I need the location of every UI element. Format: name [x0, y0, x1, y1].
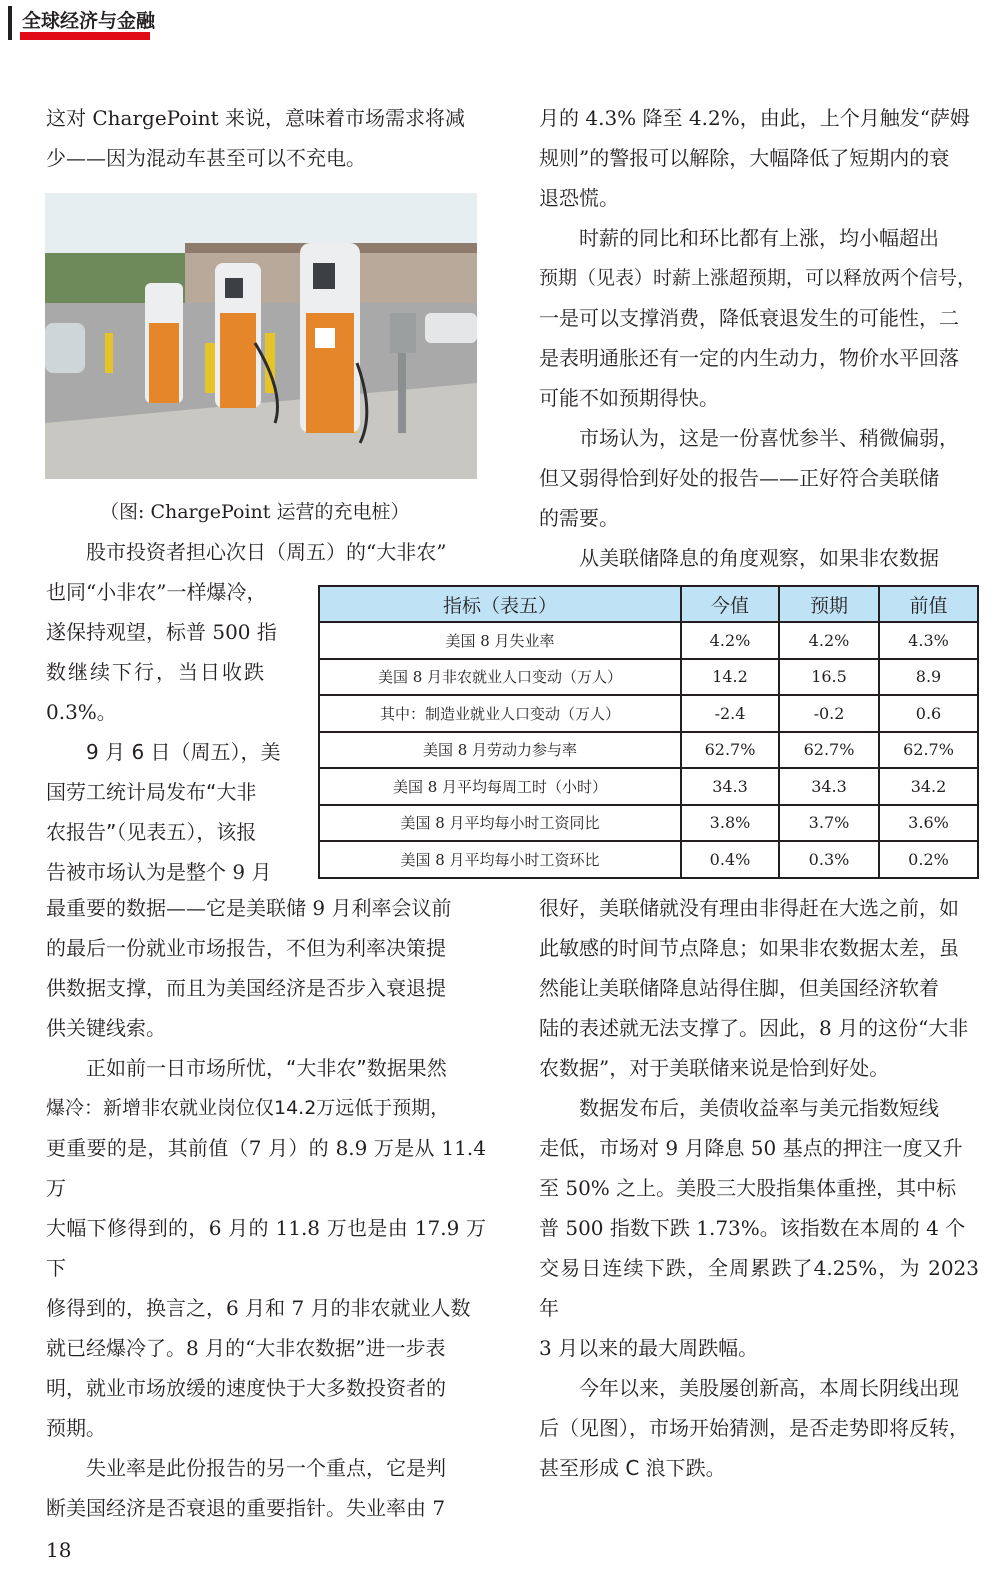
right-bottom-text: [539, 888, 979, 1488]
text-line: 这对 ChargePoint 来说，意味着市场需求将减: [46, 106, 466, 130]
cell-indicator: 美国 8 月平均每周工时（小时）: [319, 768, 681, 805]
text-line: 农数据”，对于美联储来说是恰到好处。: [539, 1056, 890, 1080]
text-line: 可能不如预期得快。: [539, 386, 719, 410]
text-line: 退恐慌。: [539, 186, 619, 210]
text-line: [46, 1048, 486, 1088]
page-number: 18: [46, 1538, 72, 1562]
text-line: 是表明通胀还有一定的内生动力，物价水平回落: [539, 346, 959, 370]
cell-current: 34.3: [681, 768, 779, 805]
cell-previous: 34.2: [879, 768, 978, 805]
text-line: 数继续下行，当日收跌: [46, 660, 266, 684]
cell-indicator: 美国 8 月失业率: [319, 622, 681, 659]
text-line: 供数据支撑，而且为美国经济是否步入衰退提: [46, 976, 446, 1000]
text-normal: 正如前一日市场所忧，: [86, 1056, 286, 1080]
text-line: 月的 4.3% 降至 4.2%，由此，上个月触发“萨姆: [539, 106, 970, 130]
text-line-bold: 的需要。: [539, 506, 619, 530]
text-line-bold: 失业率是此份报告的另一个重点，它是判: [86, 1456, 446, 1480]
header-bar: [8, 6, 12, 40]
header-indicator: 指标（表五）: [319, 586, 681, 622]
table-header-row: [319, 586, 978, 622]
text-line-bold: 爆冷：新增非农就业岗位仅14.2万远低于预期，: [46, 1097, 450, 1119]
text-normal: （见表五），该报: [116, 820, 257, 844]
cell-forecast: 16.5: [779, 659, 879, 696]
text-line: 的最后一份就业市场报告，不但为利率决策提: [46, 936, 446, 960]
left-line-after-caption: [46, 532, 486, 572]
left-top-text: [46, 98, 486, 178]
left-narrow-column: [46, 572, 296, 892]
cell-indicator: 美国 8 月平均每小时工资同比: [319, 805, 681, 842]
text-bold: 正好符合美联储: [799, 466, 939, 490]
text-line: 股市投资者担心次日（周五）的“大非农”: [86, 540, 447, 564]
cell-forecast: 0.3%: [779, 841, 879, 878]
table-row: [319, 622, 978, 659]
cell-forecast: 62.7%: [779, 732, 879, 769]
text-line: 然能让美联储降息站得住脚，但美国经济软着: [539, 976, 939, 1000]
cell-current: 4.2%: [681, 622, 779, 659]
text-line: [539, 258, 979, 298]
text-bold: 走势即将反转，: [829, 1416, 969, 1440]
text-line: 普 500 指数下跌 1.73%。该指数在本周的 4 个: [539, 1216, 966, 1240]
text-bold: 预期: [539, 267, 578, 289]
text-line: 今年以来，美股屡创新高，本周长阴线出现: [579, 1376, 959, 1400]
text-line: 最重要的数据——它是美联储 9 月利率会议前: [46, 896, 452, 920]
text-line: 走低，市场对 9 月降息 50 基点的押注一度又升: [539, 1136, 963, 1160]
text-line: 告被市场认为是整个 9 月: [46, 860, 272, 884]
cell-previous: 8.9: [879, 659, 978, 696]
cell-forecast: 3.7%: [779, 805, 879, 842]
text-line: [539, 1408, 979, 1448]
cell-current: 14.2: [681, 659, 779, 696]
cell-indicator: 美国 8 月平均每小时工资环比: [319, 841, 681, 878]
table-row: [319, 695, 978, 732]
cell-current: 3.8%: [681, 805, 779, 842]
table-row: [319, 659, 978, 696]
text-line: [46, 1488, 486, 1528]
cell-previous: 0.6: [879, 695, 978, 732]
text-line: 交易日连续下跌，全周累跌了4.25%，为 2023 年: [539, 1256, 979, 1320]
cell-current: 0.4%: [681, 841, 779, 878]
section-title: 全球经济与金融: [22, 10, 156, 32]
cell-indicator: 美国 8 月非农就业人口变动（万人）: [319, 659, 681, 696]
table-row: [319, 732, 978, 769]
data-table-5: [318, 585, 977, 879]
text-line: 大幅下修得到的，6 月的 11.8 万也是由 17.9 万下: [46, 1216, 486, 1280]
cell-previous: 0.2%: [879, 841, 978, 878]
text-normal: 但又弱得恰到好处的报告——: [539, 466, 799, 490]
text-line-bold: 国劳工统计局发布“大非: [46, 780, 257, 804]
cell-current: -2.4: [681, 695, 779, 732]
cell-previous: 4.3%: [879, 622, 978, 659]
text-line: 明，就业市场放缓的速度快于大多数投资者的: [46, 1376, 446, 1400]
image-caption: （图: ChargePoint 运营的充电桩）: [100, 501, 410, 523]
text-bold: “大非农”数据果然: [286, 1056, 447, 1080]
header-previous: 前值: [879, 586, 978, 622]
cell-indicator: 其中：制造业就业人口变动（万人）: [319, 695, 681, 732]
cell-forecast: 4.2%: [779, 622, 879, 659]
table-row: [319, 805, 978, 842]
text-line-bold: 9 月 6 日（周五），美: [86, 740, 281, 764]
text-line: 数据发布后，美债收益率与美元指数短线: [579, 1096, 939, 1120]
text-line: 修得到的，换言之，6 月和 7 月的非农就业人数: [46, 1296, 471, 1320]
text-line: 至 50% 之上。美股三大股指集体重挫，其中标: [539, 1176, 957, 1200]
header-underline: [20, 32, 150, 40]
right-top-text: [539, 98, 979, 578]
left-bottom-text: [46, 888, 486, 1528]
text-line: 规则”的警报可以解除，大幅降低了短期内的衰: [539, 146, 950, 170]
text-normal: 失业率由 7: [346, 1496, 446, 1520]
text-line-bold: 甚至形成 C 浪下跌。: [539, 1456, 726, 1480]
text-line: 少——因为混动车甚至可以不充电。: [46, 146, 366, 170]
text-line: 0.3%。: [46, 700, 117, 724]
text-normal: 后（见图），市场开始猜测，是否: [539, 1416, 829, 1440]
text-line: 此敏感的时间节点降息；如果非农数据太差，虽: [539, 936, 959, 960]
text-line-bold: 时薪的同比和环比都有上涨，均小幅超出: [579, 226, 939, 250]
text-line: 更重要的是，其前值（7 月）的 8.9 万是从 11.4 万: [46, 1136, 486, 1200]
text-normal: （见表）时薪上涨超预期，可以释放两个信号，: [577, 267, 977, 289]
table-row: [319, 768, 978, 805]
cell-forecast: -0.2: [779, 695, 879, 732]
text-bold: 农报告”: [46, 820, 117, 844]
text-bold: 断美国经济是否衰退的重要指针。: [46, 1496, 346, 1520]
header-forecast: 预期: [779, 586, 879, 622]
text-line: [539, 458, 979, 498]
table-row: [319, 841, 978, 878]
charging-station-photo: [45, 193, 477, 479]
cell-previous: 62.7%: [879, 732, 978, 769]
text-line: [46, 812, 296, 852]
text-line: 也同“小非农”一样爆冷，: [46, 580, 267, 604]
text-line: 从美联储降息的角度观察，如果非农数据: [579, 546, 939, 570]
cell-indicator: 美国 8 月劳动力参与率: [319, 732, 681, 769]
cell-forecast: 34.3: [779, 768, 879, 805]
text-line: 3 月以来的最大周跌幅。: [539, 1336, 759, 1360]
text-line: 供关键线索。: [46, 1016, 166, 1040]
cell-current: 62.7%: [681, 732, 779, 769]
header-current: 今值: [681, 586, 779, 622]
text-line: 遂保持观望，标普 500 指: [46, 620, 277, 644]
text-line: 很好，美联储就没有理由非得赶在大选之前，如: [539, 896, 959, 920]
text-line: 陆的表述就无法支撑了。因此，8 月的这份“大非: [539, 1016, 969, 1040]
cell-previous: 3.6%: [879, 805, 978, 842]
text-line: 市场认为，这是一份喜忧参半、稍微偏弱，: [579, 426, 959, 450]
charging-station-image: [45, 193, 477, 479]
text-line: 预期。: [46, 1416, 106, 1440]
text-line: 一是可以支撑消费，降低衰退发生的可能性，二: [539, 306, 959, 330]
indicator-table: [318, 585, 979, 879]
text-line: 就已经爆冷了。8 月的“大非农数据”进一步表: [46, 1336, 446, 1360]
